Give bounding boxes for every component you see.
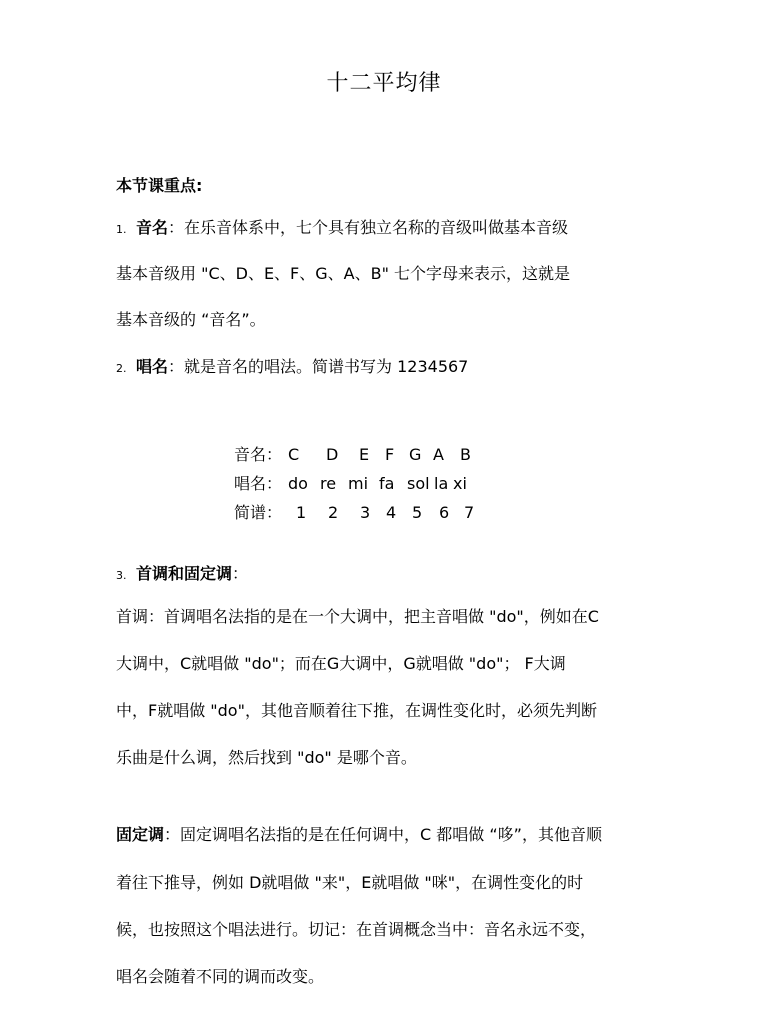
table-cell: A xyxy=(433,445,444,464)
table-row-yinming xyxy=(234,442,471,465)
item-3-line xyxy=(116,561,248,584)
item-3-suffix: ： xyxy=(232,564,249,583)
table-cell: 1 xyxy=(296,503,307,522)
gudingdiao-line-4: 唱名会随着不同的调而改变。 xyxy=(116,967,325,986)
gudingdiao-line-1 xyxy=(116,822,602,845)
item-3-number: 3. xyxy=(116,569,127,582)
table-cell: re xyxy=(320,474,337,493)
item-3-term: 首调和固定调 xyxy=(136,564,233,583)
gudingdiao-term: 固定调 xyxy=(116,825,165,844)
table-cell: 4 xyxy=(386,503,397,522)
gudingdiao-line-3: 候，也按照这个唱法进行。切记：在首调概念当中：音名永远不变， xyxy=(116,920,597,939)
table-cell: 7 xyxy=(464,503,475,522)
table-cell: B xyxy=(460,445,471,464)
table-row-jianpu xyxy=(234,500,474,523)
table-cell: 3 xyxy=(360,503,371,522)
table-cell: F xyxy=(385,445,395,464)
item-1-text: ：在乐音体系中，七个具有独立名称的音级叫做基本音级 xyxy=(168,218,569,237)
item-1-number: 1. xyxy=(116,223,127,236)
shoudiao-line-2: 大调中，C就唱做 "do"；而在G大调中，G就唱做 "do"； F大调 xyxy=(116,654,566,673)
item-2-text: ：就是音名的唱法。简谱书写为 1234567 xyxy=(168,357,469,376)
table-row-label: 唱名： xyxy=(234,474,283,493)
gudingdiao-line-2: 着往下推导，例如 D就唱做 "来"，E就唱做 "咪"，在调性变化的时 xyxy=(116,873,584,892)
item-2-line xyxy=(116,354,468,377)
table-cell: mi xyxy=(348,474,369,493)
shoudiao-line-4: 乐曲是什么调，然后找到 "do" 是哪个音。 xyxy=(116,748,417,767)
table-cell: 2 xyxy=(328,503,339,522)
page-title: 十二平均律 xyxy=(326,71,442,96)
table-cell: 5 xyxy=(412,503,423,522)
gudingdiao-text: ：固定调唱名法指的是在任何调中，C 都唱做 “哆”，其他音顺 xyxy=(164,825,602,844)
shoudiao-line-1: 首调：首调唱名法指的是在一个大调中，把主音唱做 "do"，例如在C xyxy=(116,607,599,626)
table-row-label: 音名： xyxy=(234,445,283,464)
item-1-line-2: 基本音级用 "C、D、E、F、G、A、B" 七个字母来表示，这就是 xyxy=(116,264,571,283)
table-cell: E xyxy=(359,445,370,464)
table-cell: G xyxy=(409,445,422,464)
table-row-label: 简谱： xyxy=(234,503,283,522)
item-1-line-1 xyxy=(116,215,568,238)
table-cell: fa xyxy=(379,474,395,493)
table-cell: xi xyxy=(453,474,467,493)
focus-heading: 本节课重点: xyxy=(116,176,203,195)
table-cell: C xyxy=(288,445,300,464)
item-2-term: 唱名 xyxy=(136,357,169,376)
item-1-term: 音名 xyxy=(136,218,169,237)
table-cell: do xyxy=(288,474,308,493)
table-row-changming xyxy=(234,471,467,494)
table-cell: la xyxy=(434,474,449,493)
item-1-line-3: 基本音级的 “音名”。 xyxy=(116,310,266,329)
shoudiao-line-3: 中，F就唱做 "do"，其他音顺着往下推，在调性变化时，必须先判断 xyxy=(116,701,597,720)
table-cell: sol xyxy=(407,474,430,493)
table-cell: D xyxy=(326,445,339,464)
table-cell: 6 xyxy=(439,503,450,522)
item-2-number: 2. xyxy=(116,362,127,375)
